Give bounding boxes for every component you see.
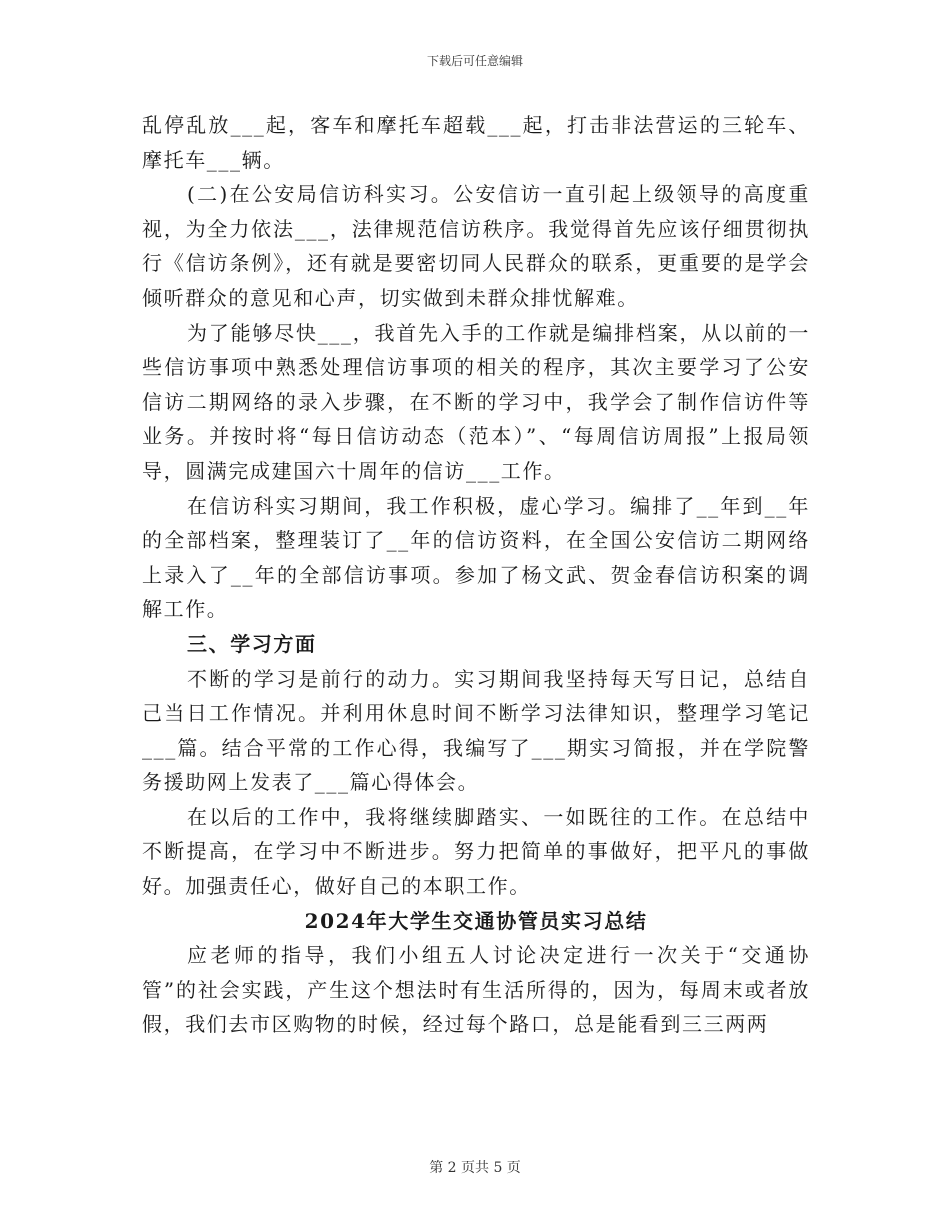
document-title: 2024年大学生交通协管员实习总结 [304, 908, 648, 933]
paragraph-continuation: 乱停乱放___起，客车和摩托车超载___起，打击非法营运的三轮车、摩托车___辆。 [142, 113, 810, 172]
paragraph-traffic-intro: 应老师的指导，我们小组五人讨论决定进行一次关于“交通协管”的社会实践，产生这个想法时有生活所得的，因为，每周末或者放假，我们去市区购物的时候，经过每个路口，总是能看到三三两两 [142, 943, 810, 1037]
paragraph-study: 不断的学习是前行的动力。实习期间我坚持每天写日记，总结自己当日工作情况。并利用休息时间不断学习法律知识，整理学习笔记___篇。结合平常的工作心得，我编写了___期实习简报，并在学院警务援助网上发表了___篇心得体会。 [142, 666, 810, 795]
document-body [142, 108, 810, 1042]
paragraph-internship-period: 在信访科实习期间，我工作积极，虚心学习。编排了__年到__年的全部档案，整理装订了__年的信访资料，在全国公安信访二期网络上录入了__年的全部信访事项。参加了杨文武、贺金春信访积案的调解工作。 [142, 493, 810, 622]
section-heading-study: 三、学习方面 [187, 631, 317, 656]
page-footer: 第 2 页共 5 页 [429, 1160, 521, 1176]
page-header: 下载后可任意编辑 [426, 54, 523, 68]
paragraph-future-work: 在以后的工作中，我将继续脚踏实、一如既往的工作。在总结中不断提高，在学习中不断进步。努力把简单的事做好，把平凡的事做好。加强责任心，做好自己的本职工作。 [142, 804, 810, 899]
paragraph-petition-internship: (二)在公安局信访科实习。公安信访一直引起上级领导的高度重视，为全力依法___，法律规范信访秩序。我觉得首先应该仔细贯彻执行《信访条例》，还有就是要密切同人民群众的联系，更重要的是学会倾听群众的意见和心声，切实做到未群众排忧解难。 [142, 182, 810, 310]
paragraph-archive-work: 为了能够尽快___，我首先入手的工作就是编排档案，从以前的一些信访事项中熟悉处理信访事项的相关的程序，其次主要学习了公安信访二期网络的录入步骤，在不断的学习中，我学会了制作信访件等业务。并按时将“每日信访动态（范本）”、“每周信访周报”上报局领导，圆满完成建国六十周年的信访___工作。 [142, 320, 810, 483]
